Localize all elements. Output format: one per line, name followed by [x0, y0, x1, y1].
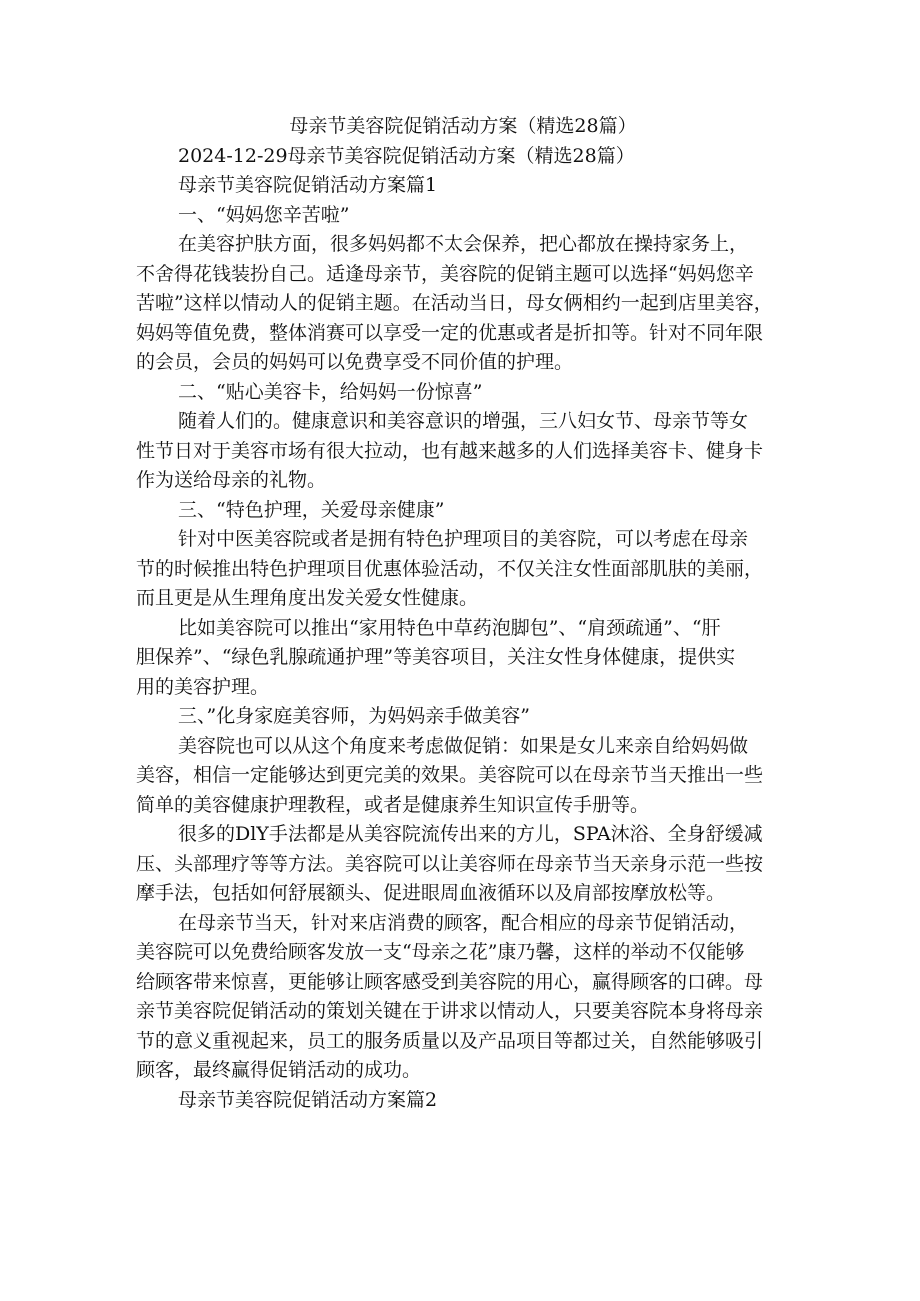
- date-line: 2024-12-29母亲节美容院促销活动方案（精选28篇）: [178, 144, 635, 167]
- paragraph-line: 摩手法，包括如何舒展额头、促进眼周血液循环以及肩部按摩放松等。: [136, 882, 726, 904]
- paragraph-line: 苦啦”这样以情动人的促销主题。在活动当日，母女俩相约一起到店里美容，: [136, 292, 773, 314]
- paragraph: [136, 525, 790, 614]
- paragraph: [136, 614, 790, 703]
- document-body: [136, 112, 790, 1115]
- paragraph-line: 在母亲节当天，针对来店消费的顾客，配合相应的母亲节促销活动，: [178, 911, 749, 934]
- paragraph-line: 的会员，会员的妈妈可以免费享受不同价值的护理。: [136, 351, 574, 373]
- paragraph-line: 压、头部理疗等等方法。美容院可以让美容师在母亲节当天亲身示范一些按: [136, 852, 764, 875]
- paragraph-line: 很多的DlY手法都是从美容院流传出来的方儿，SPA沐浴、全身舒缓减: [178, 823, 763, 845]
- paragraph-line: 妈妈等值免费，整体消赛可以享受一定的优惠或者是折扣等。针对不同年限: [136, 321, 764, 344]
- section-heading: 母亲节美容院促销活动方案篇1: [178, 174, 438, 196]
- section-heading: 母亲节美容院促销活动方案篇2: [178, 1088, 438, 1111]
- paragraph-line: 简单的美容健康护理教程，或者是健康养生知识宣传手册等。: [136, 793, 650, 816]
- paragraph-line: 胆保养”、“绿色乳腺疏通护理”等美容项目，关注女性身体健康，提供实: [136, 646, 736, 668]
- paragraph-line: 针对中医美容院或者是拥有特色护理项目的美容院，可以考虑在母亲: [178, 528, 749, 550]
- subheading: 三、“特色护理，关爱母亲健康”: [178, 498, 445, 521]
- paragraph-line: 随着人们的。健康意识和美容意识的增强，三八妇女节、母亲节等女: [178, 410, 749, 432]
- paragraph: [136, 407, 790, 496]
- paragraph-line: 性节日对于美容市场有很大拉动，也有越来越多的人们选择美容卡、健身卡: [136, 439, 764, 462]
- document-title: 母亲节美容院促销活动方案（精选28篇）: [289, 115, 637, 137]
- paragraph-line: 美容，相信一定能够达到更完美的效果。美容院可以在母亲节当天推出一些: [136, 764, 764, 786]
- paragraph-line: 用的美容护理。: [136, 675, 270, 698]
- paragraph-line: 美容院可以免费给顾客发放一支“母亲之花”康乃馨，这样的举动不仅能够: [136, 941, 745, 963]
- subheading: 二、“贴心美容卡，给妈妈一份惊喜”: [178, 380, 483, 403]
- paragraph-line: 而且更是从生理角度出发关爱女性健康。: [136, 587, 479, 609]
- paragraph: [136, 230, 790, 378]
- paragraph-line: 作为送给母亲的礼物。: [136, 469, 327, 491]
- paragraph-line: 比如美容院可以推出“家用特色中草药泡脚包”、“肩颈疏通”、“肝: [178, 616, 721, 639]
- paragraph-line: 在美容护肤方面，很多妈妈都不太会保养，把心都放在操持家务上，: [178, 233, 749, 255]
- paragraph: [136, 732, 790, 821]
- paragraph-line: 美容院也可以从这个角度来考虑做促销：如果是女儿来亲自给妈妈做: [178, 734, 749, 757]
- paragraph-line: 顾客，最终赢得促销活动的成功。: [136, 1059, 422, 1081]
- paragraph-line: 节的意义重视起来，员工的服务质量以及产品项目等都过关，自然能够吸引: [136, 1029, 764, 1052]
- paragraph-line: 不舍得花钱装扮自己。适逢母亲节，美容院的促销主题可以选择“妈妈您辛: [136, 262, 754, 285]
- paragraph: [136, 820, 790, 909]
- paragraph-line: 亲节美容院促销活动的策划关键在于讲求以情动人，只要美容院本身将母亲: [136, 1000, 764, 1022]
- paragraph-line: 节的时候推出特色护理项目优惠体验活动，不仅关注女性面部肌肤的美丽，: [136, 557, 764, 580]
- subheading: 一、“妈妈您辛苦啦”: [178, 203, 350, 226]
- paragraph: [136, 909, 790, 1086]
- subheading: 三、”化身家庭美容师，为妈妈亲手做美容”: [178, 705, 530, 727]
- paragraph-line: 给顾客带来惊喜，更能够让顾客感受到美容院的用心，赢得顾客的口碑。母: [136, 970, 764, 993]
